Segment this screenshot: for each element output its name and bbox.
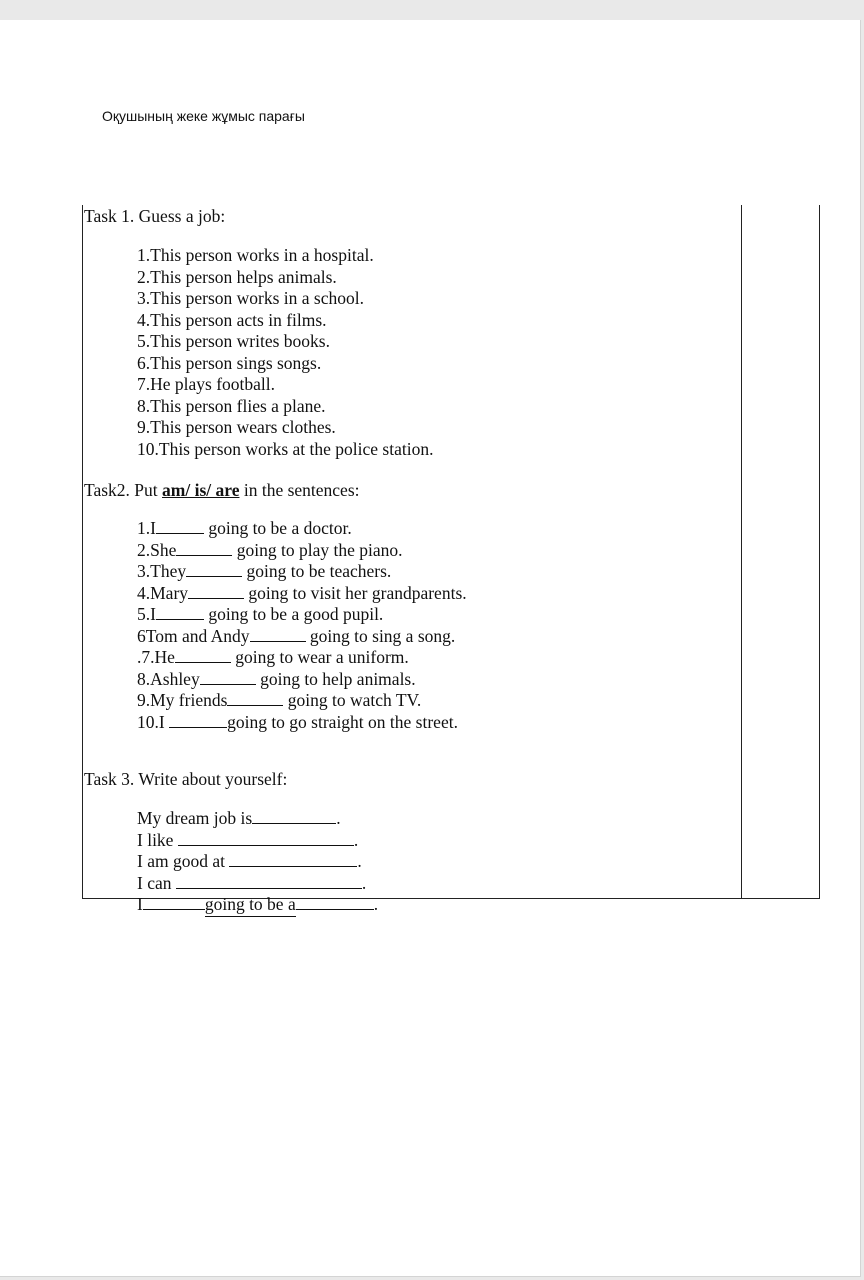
answer-blank[interactable] [252, 809, 336, 824]
item-rest: going to watch TV. [287, 690, 422, 710]
list-item [137, 626, 467, 648]
list-item [137, 894, 378, 916]
item-lead: 6Tom and Andy [137, 625, 250, 646]
item-lead: 9.My friends [137, 690, 228, 710]
answer-blank[interactable] [175, 648, 231, 663]
list-item [137, 669, 467, 691]
item-lead: 1.I [137, 518, 156, 538]
list-item: 7.He plays football. [137, 374, 276, 394]
middle-text: going to be a [205, 894, 296, 917]
table-column-divider [741, 205, 742, 898]
line-end: . [373, 894, 379, 914]
item-lead: .7.He [137, 647, 175, 667]
list-item [137, 604, 467, 626]
list-item: 10.This person works at the police station. [137, 438, 434, 459]
item-rest: going to play the piano. [236, 539, 403, 560]
list-item: 2.This person helps animals. [137, 266, 337, 287]
list-item [137, 540, 467, 562]
item-rest: going to sing a song. [309, 625, 456, 646]
answer-blank[interactable] [176, 541, 232, 556]
task2-title [84, 480, 360, 501]
item-rest: going to be a good pupil. [208, 604, 384, 624]
item-rest: going to be teachers. [246, 561, 392, 581]
list-item: 5.This person writes books. [137, 331, 330, 351]
list-item [137, 830, 378, 852]
task1-list [137, 245, 433, 460]
item-lead: 5.I [137, 604, 156, 624]
list-item [137, 808, 378, 830]
item-lead: 2.She [137, 539, 177, 560]
answer-blank[interactable] [156, 519, 204, 534]
list-item: 3.This person works in a school. [137, 288, 364, 308]
line-lead: I [137, 894, 143, 914]
list-item: 9.This person wears clothes. [137, 417, 336, 437]
list-item [137, 647, 467, 669]
worksheet-page [0, 20, 861, 1277]
task2-list [137, 518, 467, 733]
answer-blank[interactable] [169, 713, 227, 728]
list-item [137, 851, 378, 873]
answer-blank[interactable] [200, 670, 256, 685]
answer-blank[interactable] [229, 852, 357, 867]
line-end: . [353, 829, 359, 850]
list-item [137, 712, 467, 734]
item-rest: going to wear a uniform. [235, 647, 409, 667]
task2-title-emphasis: am/ is/ are [162, 480, 240, 500]
answer-blank[interactable] [250, 627, 306, 642]
item-rest: going to visit her grandparents. [248, 582, 467, 603]
line-end: . [361, 872, 367, 893]
task1-title: Task 1. Guess a job: [84, 206, 226, 226]
list-item: 1.This person works in a hospital. [137, 245, 374, 265]
list-item: 4.This person acts in films. [137, 309, 327, 330]
list-item [137, 690, 467, 712]
line-lead: My dream job is [137, 808, 253, 828]
task3-list [137, 808, 378, 916]
answer-blank[interactable] [296, 895, 374, 910]
task2-title-suffix: in the sentences: [239, 480, 360, 500]
answer-blank[interactable] [227, 691, 283, 706]
list-item [137, 561, 467, 583]
item-lead: 4.Mary [137, 582, 189, 603]
page-header: Оқушының жеке жұмыс парағы [102, 108, 305, 124]
line-lead: I am good at [137, 851, 225, 871]
item-rest: going to help animals. [260, 668, 416, 689]
answer-blank[interactable] [186, 562, 242, 577]
item-rest: going to go straight on the street. [227, 711, 458, 732]
line-end: . [357, 851, 362, 871]
task-table [82, 205, 820, 914]
list-item [137, 873, 378, 895]
task3-title: Task 3. Write about yourself: [84, 769, 288, 789]
list-item [137, 583, 467, 605]
answer-blank[interactable] [178, 831, 354, 846]
answer-blank[interactable] [143, 895, 205, 910]
list-item: 8.This person flies a plane. [137, 395, 326, 416]
item-rest: going to be a doctor. [208, 518, 352, 538]
answer-blank[interactable] [188, 584, 244, 599]
line-lead: I can [137, 872, 172, 893]
task2-title-prefix: Task2. Put [84, 480, 163, 500]
line-lead: I like [137, 829, 174, 850]
item-lead: 8.Ashley [137, 668, 200, 689]
line-end: . [336, 808, 341, 828]
item-lead: 10.I [137, 711, 165, 732]
list-item: 6.This person sings songs. [137, 352, 322, 373]
item-lead: 3.They [137, 561, 187, 581]
answer-blank[interactable] [176, 874, 362, 889]
answer-blank[interactable] [156, 605, 204, 620]
list-item [137, 518, 467, 540]
